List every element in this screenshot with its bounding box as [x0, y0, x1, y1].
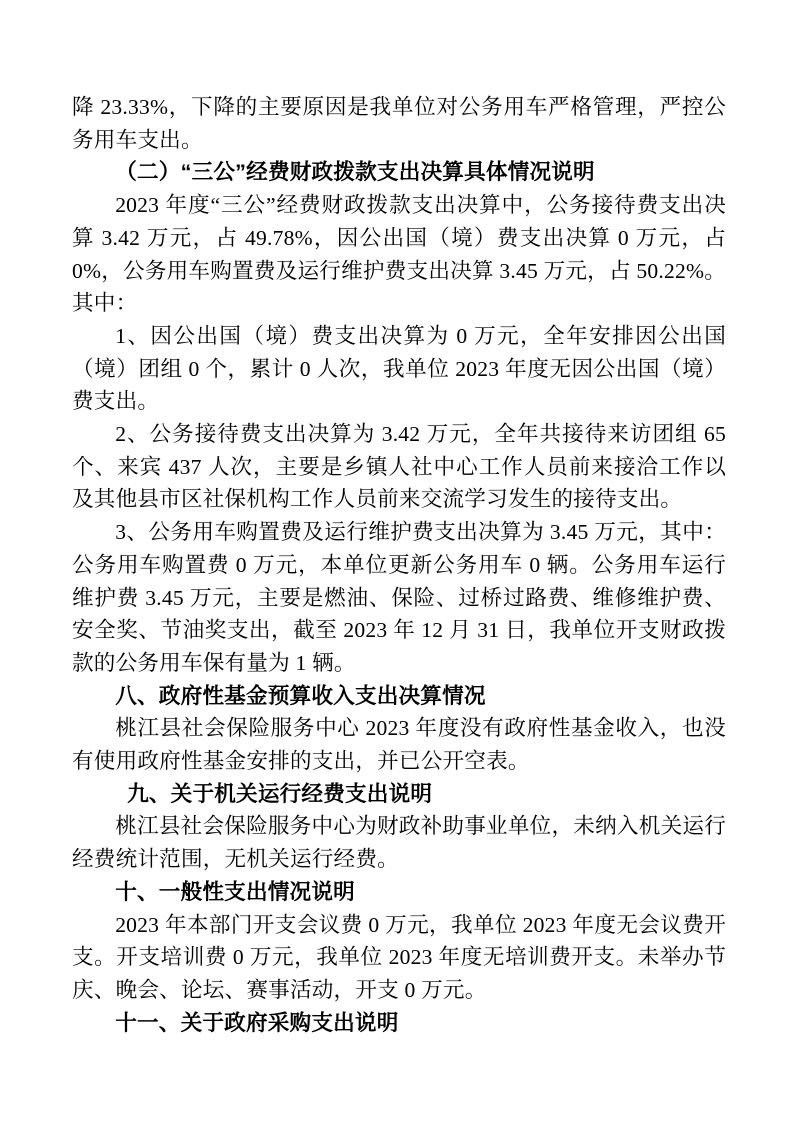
- paragraph-official-reception-expense: 2、公务接待费支出决算为 3.42 万元，全年共接待来访团组 65 个、来宾 437 人次，主要是乡镇人社中心工作人员前来接洽工作以及其他县市区社保机构工作人员前来交流学习发生的接待支出。: [72, 422, 726, 512]
- section-heading-11-government-procurement: 十一、关于政府采购支出说明: [115, 1009, 399, 1035]
- section-heading-8-government-fund-budget: 八、政府性基金预算收入支出决算情况: [115, 682, 486, 708]
- paragraph-official-vehicle-expense: 3、公务用车购置费及运行维护费支出决算为 3.45 万元，其中：公务用车购置费 0 万元，本单位更新公务用车 0 辆。公务用车运行维护费 3.45 万元，主要是燃油、保险、过桥过路费、维修维护费、安全奖、节油奖支出，截至 2023 年 12 月 31 日，我单位开支财政拨款的公务用车保有量为 1 辆。: [72, 520, 726, 675]
- paragraph-agency-operating-expense: 桃江县社会保险服务中心为财政补助事业单位，未纳入机关运行经费统计范围，无机关运行经费。: [72, 814, 726, 872]
- paragraph-government-fund-budget: 桃江县社会保险服务中心 2023 年度没有政府性基金收入，也没有使用政府性基金安排的支出，并已公开空表。: [72, 716, 726, 774]
- paragraph-general-expense: 2023 年本部门开支会议费 0 万元，我单位 2023 年度无会议费开支。开支培训费 0 万元，我单位 2023 年度无培训费开支。未举办节庆、晚会、论坛、赛事活动，开支 0 万元。: [72, 912, 726, 1002]
- paragraph-vehicle-expense-continuation: 降 23.33%，下降的主要原因是我单位对公务用车严格管理，严控公务用车支出。: [72, 95, 726, 152]
- paragraph-three-public-funds-summary: 2023 年度“三公”经费财政拨款支出决算中，公务接待费支出决算 3.42 万元，占 49.78%，因公出国（境）费支出决算 0 万元，占 0%，公务用车购置费及运行维护费支出决算 3.45 万元，占 50.22%。其中：: [72, 193, 726, 316]
- section-heading-three-public-funds-detail: （二）“三公”经费财政拨款支出决算具体情况说明: [115, 159, 595, 185]
- section-heading-10-general-expense: 十、一般性支出情况说明: [115, 878, 355, 904]
- paragraph-overseas-trip-expense: 1、因公出国（境）费支出决算为 0 万元，全年安排因公出国（境）团组 0 个，累计 0 人次，我单位 2023 年度无因公出国（境）费支出。: [72, 323, 726, 414]
- section-heading-9-agency-operating-expense: 九、关于机关运行经费支出说明: [127, 780, 433, 806]
